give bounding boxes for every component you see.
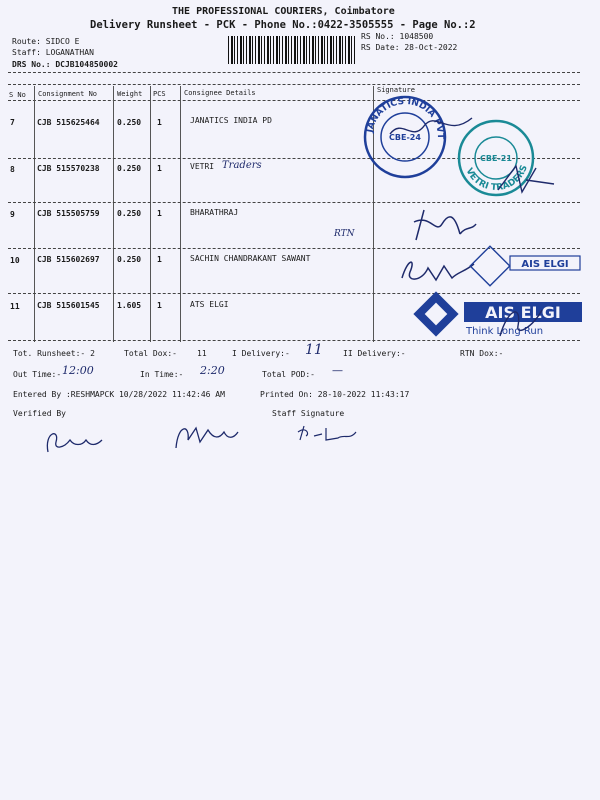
row-pcs: 1 (157, 164, 162, 173)
row-sno: 9 (10, 210, 15, 219)
staff-label: Staff: LOGANATHAN (12, 48, 94, 57)
row-divider (8, 202, 580, 203)
verified-by-label: Verified By (13, 409, 66, 418)
col-sno: S No (9, 91, 26, 99)
row-sno: 8 (10, 165, 15, 174)
row-pcs: 1 (157, 301, 162, 310)
signature-manager (172, 418, 242, 454)
row-weight: 0.250 (117, 209, 142, 218)
col-line-3 (150, 86, 151, 342)
row-consignee: ATS ELGI (190, 300, 229, 309)
entered-by: Entered By :RESHMAPCK 10/28/2022 11:42:46 AM (13, 390, 225, 399)
signature-bharathraj (410, 204, 480, 248)
row-consignee: VETRI (190, 162, 215, 171)
col-line-4 (180, 86, 181, 342)
row-sno: 11 (10, 302, 20, 311)
row-consignee: BHARATHRAJ (190, 208, 239, 217)
total-dox-value: 11 (197, 349, 207, 358)
col-line-2 (113, 86, 114, 342)
rtn-dox-label: RTN Dox:- (460, 349, 504, 358)
row-consignee: JANATICS INDIA PD (190, 116, 272, 125)
row-consignment: CJB 515570238 (37, 164, 100, 173)
col-consignee: Consignee Details (184, 89, 256, 97)
col-line-1 (34, 86, 35, 342)
total-pod-hand: — (332, 364, 343, 377)
ats-small-text: AIS ELGI (521, 259, 569, 270)
signature-sachin (398, 254, 478, 288)
ats-logo-text: AIS ELGI (485, 303, 561, 322)
signature-verifier (42, 424, 106, 458)
signature-ats (496, 302, 546, 342)
handwritten-traders: Traders (222, 160, 262, 171)
row-consignment: CJB 515505759 (37, 209, 100, 218)
ats-tagline: Think Long Run (466, 326, 544, 337)
rs-date: RS Date: 28-Oct-2022 (361, 43, 458, 52)
tot-runsheet: Tot. Runsheet:- 2 (13, 349, 95, 358)
staff-signature-label: Staff Signature (272, 409, 345, 418)
barcode (228, 36, 356, 64)
ats-small-logo (474, 250, 582, 290)
row-pcs: 1 (157, 255, 162, 264)
header-divider (8, 72, 580, 73)
col-weight: Weight (117, 90, 143, 98)
janatics-stamp-text: JANATICS INDIA PVT LTD (358, 87, 446, 140)
total-pod-label: Total POD:- (262, 370, 315, 379)
in-time-label: In Time:- (140, 370, 184, 379)
out-time-hand: 12:00 (62, 364, 94, 377)
table-header-divider (8, 100, 580, 101)
handwritten-rtn: RTN (334, 229, 355, 239)
row-pcs: 1 (157, 209, 162, 218)
drs-number: DRS No.: DCJB104850002 (12, 60, 118, 69)
row-consignment: CJB 515602697 (37, 255, 100, 264)
printed-on: Printed On: 28-10-2022 11:43:17 (260, 390, 410, 399)
i-delivery-hand: 11 (305, 342, 323, 358)
row-pcs: 1 (157, 118, 162, 127)
row-weight: 0.250 (117, 255, 142, 264)
route-label: Route: SIDCO E (12, 37, 80, 46)
row-sno: 10 (10, 256, 20, 265)
col-signature: Signature (377, 86, 415, 94)
header-divider-2 (8, 84, 580, 85)
signature-vetri (496, 160, 556, 200)
row-weight: 1.605 (117, 301, 142, 310)
vetri-stamp-center: CBE-21 (480, 154, 512, 163)
row-divider (8, 248, 580, 249)
runsheet-title: Delivery Runsheet - PCK - Phone No.:0422-3505555 - Page No.:2 (90, 19, 476, 31)
row-weight: 0.250 (117, 164, 142, 173)
row-weight: 0.250 (117, 118, 142, 127)
company-title: THE PROFESSIONAL COURIERS, Coimbatore (172, 6, 395, 17)
col-pcs: PCS (153, 90, 166, 98)
janatics-stamp-center: CBE-24 (389, 133, 421, 142)
row-consignment: CJB 515601545 (37, 301, 100, 310)
row-consignment: CJB 515625464 (37, 118, 100, 127)
out-time-label: Out Time:- (13, 370, 62, 379)
row-sno: 7 (10, 118, 15, 127)
i-delivery-label: I Delivery:- (232, 349, 290, 358)
rs-number: RS No.: 1048500 (361, 32, 434, 41)
total-dox-label: Total Dox:- (124, 349, 177, 358)
signature-staff (296, 422, 360, 446)
ii-delivery-label: II Delivery:- (343, 349, 406, 358)
row-consignee: SACHIN CHANDRAKANT SAWANT (190, 254, 311, 263)
vetri-stamp-text: VETRI TRADERS (463, 163, 530, 194)
in-time-hand: 2:20 (200, 364, 225, 377)
col-consignment: Consignment No (38, 90, 98, 98)
